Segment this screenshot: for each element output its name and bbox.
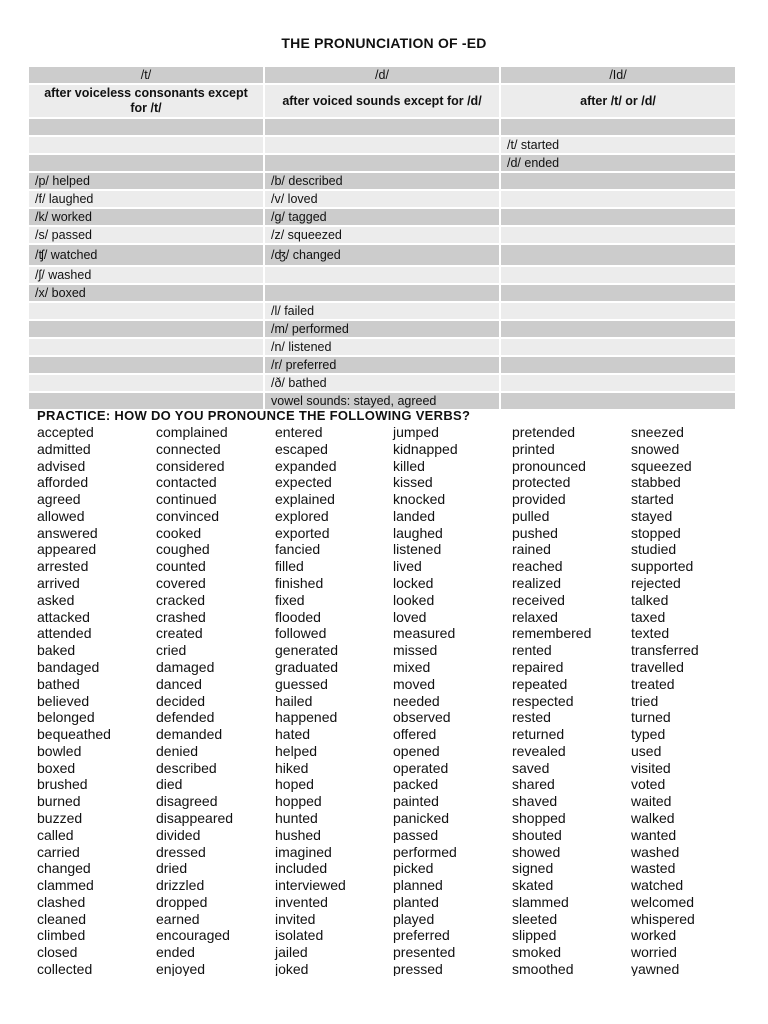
verb-item: kissed bbox=[393, 474, 433, 491]
table-cell bbox=[501, 375, 735, 391]
verb-item: passed bbox=[393, 826, 439, 843]
verb-item: finished bbox=[275, 575, 324, 592]
table-cell bbox=[501, 227, 735, 243]
verb-item: hushed bbox=[275, 826, 321, 843]
verb-item: rented bbox=[512, 642, 552, 659]
verb-item: realized bbox=[512, 575, 562, 592]
verb-item: washed bbox=[631, 843, 680, 860]
table-row bbox=[29, 357, 735, 373]
verb-item: texted bbox=[631, 625, 670, 642]
verb-item: dropped bbox=[156, 893, 208, 910]
verb-item: lived bbox=[393, 558, 422, 575]
table-cell bbox=[501, 173, 735, 189]
verb-item: bequeathed bbox=[37, 726, 111, 743]
table-cell bbox=[29, 321, 263, 337]
verb-item: continued bbox=[156, 491, 217, 508]
verb-item: landed bbox=[393, 507, 436, 524]
verb-item: hiked bbox=[275, 759, 309, 776]
verb-item: killed bbox=[393, 457, 425, 474]
verb-item: baked bbox=[37, 642, 76, 659]
verb-item: covered bbox=[156, 575, 206, 592]
verb-item: bathed bbox=[37, 675, 80, 692]
verb-item: stopped bbox=[631, 524, 681, 541]
verb-item: visited bbox=[631, 759, 671, 776]
verb-item: created bbox=[156, 625, 203, 642]
verb-item: buzzed bbox=[37, 809, 83, 826]
table-cell bbox=[501, 357, 735, 373]
verb-item: moved bbox=[393, 675, 436, 692]
table-row bbox=[29, 119, 735, 135]
verb-column bbox=[512, 424, 591, 976]
table-cell bbox=[501, 191, 735, 207]
verb-item: pushed bbox=[512, 524, 558, 541]
table-cell: /s/ passed bbox=[29, 227, 263, 243]
verb-item: reached bbox=[512, 558, 563, 575]
verb-item: painted bbox=[393, 793, 439, 810]
verb-item: loved bbox=[393, 608, 427, 625]
table-cell: /m/ performed bbox=[265, 321, 499, 337]
verb-item: cleaned bbox=[37, 910, 87, 927]
verb-item: pulled bbox=[512, 507, 550, 524]
header-d: /d/ bbox=[265, 67, 499, 83]
verb-item: explained bbox=[275, 491, 335, 508]
table-row bbox=[29, 173, 735, 189]
verb-item: pronounced bbox=[512, 457, 586, 474]
verb-item: agreed bbox=[37, 491, 81, 508]
verb-item: worked bbox=[631, 927, 677, 944]
verb-item: dried bbox=[156, 860, 188, 877]
verb-item: clammed bbox=[37, 877, 94, 894]
verb-item: wasted bbox=[631, 860, 676, 877]
verb-item: squeezed bbox=[631, 457, 692, 474]
table-cell bbox=[501, 285, 735, 301]
verb-item: returned bbox=[512, 726, 565, 743]
table-cell bbox=[501, 303, 735, 319]
verb-item: complained bbox=[156, 424, 228, 440]
verb-item: considered bbox=[156, 457, 225, 474]
verb-item: protected bbox=[512, 474, 571, 491]
verb-item: ended bbox=[156, 944, 195, 961]
verb-item: rained bbox=[512, 541, 551, 558]
table-cell: /ʃ/ washed bbox=[29, 267, 263, 283]
verb-item: believed bbox=[37, 692, 90, 709]
verb-item: presented bbox=[393, 944, 456, 961]
table-cell: /k/ worked bbox=[29, 209, 263, 225]
verb-item: coughed bbox=[156, 541, 210, 558]
verb-item: changed bbox=[37, 860, 91, 877]
verb-item: admitted bbox=[37, 440, 91, 457]
table-row bbox=[29, 321, 735, 337]
table-body bbox=[29, 119, 735, 409]
table-row bbox=[29, 191, 735, 207]
verb-item: danced bbox=[156, 675, 202, 692]
verb-item: remembered bbox=[512, 625, 592, 642]
verb-item: contacted bbox=[156, 474, 217, 491]
verb-item: rested bbox=[512, 709, 551, 726]
verb-item: opened bbox=[393, 742, 440, 759]
verb-item: saved bbox=[512, 759, 550, 776]
table-cell bbox=[501, 209, 735, 225]
verb-item: relaxed bbox=[512, 608, 558, 625]
verb-item: offered bbox=[393, 726, 437, 743]
table-cell bbox=[501, 339, 735, 355]
verb-item: imagined bbox=[275, 843, 332, 860]
table-cell bbox=[29, 119, 263, 135]
verb-item: transferred bbox=[631, 642, 699, 659]
table-cell: /v/ loved bbox=[265, 191, 499, 207]
table-cell bbox=[501, 321, 735, 337]
verb-item: flooded bbox=[275, 608, 321, 625]
verb-item: interviewed bbox=[275, 877, 346, 894]
table-row bbox=[29, 137, 735, 153]
verb-item: answered bbox=[37, 524, 98, 541]
verb-item: happened bbox=[275, 709, 338, 726]
verb-item: tried bbox=[631, 692, 659, 709]
verb-item: expected bbox=[275, 474, 332, 491]
table-cell: /l/ failed bbox=[265, 303, 499, 319]
table-cell bbox=[501, 393, 735, 409]
verb-item: whispered bbox=[631, 910, 695, 927]
verb-item: missed bbox=[393, 642, 438, 659]
pronunciation-table bbox=[29, 67, 735, 411]
description-id: after /t/ or /d/ bbox=[501, 85, 735, 117]
verb-item: convinced bbox=[156, 507, 220, 524]
verb-item: graduated bbox=[275, 658, 339, 675]
verb-item: entered bbox=[275, 424, 323, 440]
table-cell: /x/ boxed bbox=[29, 285, 263, 301]
verb-item: crashed bbox=[156, 608, 206, 625]
verb-item: sleeted bbox=[512, 910, 558, 927]
verb-item: locked bbox=[393, 575, 434, 592]
verb-item: walked bbox=[631, 809, 675, 826]
verb-item: taxed bbox=[631, 608, 666, 625]
description-d: after voiced sounds except for /d/ bbox=[265, 85, 499, 117]
verb-item: hopped bbox=[275, 793, 322, 810]
table-cell bbox=[265, 285, 499, 301]
practice-verb-list bbox=[37, 424, 757, 976]
verb-item: received bbox=[512, 591, 565, 608]
table-row bbox=[29, 227, 735, 243]
verb-item: operated bbox=[393, 759, 449, 776]
verb-item: included bbox=[275, 860, 328, 877]
verb-item: joked bbox=[275, 961, 309, 976]
verb-item: appeared bbox=[37, 541, 97, 558]
header-id: /Id/ bbox=[501, 67, 735, 83]
verb-item: bowled bbox=[37, 742, 82, 759]
verb-item: planned bbox=[393, 877, 443, 894]
verb-item: voted bbox=[631, 776, 666, 793]
verb-item: attacked bbox=[37, 608, 90, 625]
verb-item: climbed bbox=[37, 927, 86, 944]
verb-item: belonged bbox=[37, 709, 95, 726]
verb-item: packed bbox=[393, 776, 439, 793]
verb-item: brushed bbox=[37, 776, 88, 793]
verb-item: repaired bbox=[512, 658, 564, 675]
verb-item: waited bbox=[631, 793, 672, 810]
verb-item: printed bbox=[512, 440, 555, 457]
verb-item: travelled bbox=[631, 658, 684, 675]
verb-item: denied bbox=[156, 742, 199, 759]
verb-item: performed bbox=[393, 843, 457, 860]
verb-item: called bbox=[37, 826, 74, 843]
verb-item: hated bbox=[275, 726, 311, 743]
verb-item: asked bbox=[37, 591, 75, 608]
verb-item: guessed bbox=[275, 675, 328, 692]
verb-item: hailed bbox=[275, 692, 313, 709]
verb-item: explored bbox=[275, 507, 329, 524]
verb-item: signed bbox=[512, 860, 554, 877]
table-row bbox=[29, 339, 735, 355]
verb-item: smoked bbox=[512, 944, 562, 961]
verb-item: shouted bbox=[512, 826, 562, 843]
verb-item: arrived bbox=[37, 575, 80, 592]
verb-item: generated bbox=[275, 642, 339, 659]
verb-item: defended bbox=[156, 709, 215, 726]
verb-item: smoothed bbox=[512, 961, 574, 976]
table-description-row bbox=[29, 85, 735, 117]
table-cell bbox=[29, 393, 263, 409]
verb-item: cracked bbox=[156, 591, 206, 608]
verb-item: kidnapped bbox=[393, 440, 458, 457]
table-cell bbox=[29, 375, 263, 391]
verb-item: helped bbox=[275, 742, 318, 759]
verb-column bbox=[393, 424, 458, 976]
table-cell: /r/ preferred bbox=[265, 357, 499, 373]
table-row bbox=[29, 393, 735, 409]
verb-item: bandaged bbox=[37, 658, 100, 675]
table-cell: /b/ described bbox=[265, 173, 499, 189]
table-cell bbox=[501, 267, 735, 283]
table-row bbox=[29, 267, 735, 283]
verb-item: hoped bbox=[275, 776, 314, 793]
verb-item: disappeared bbox=[156, 809, 234, 826]
verb-item: drizzled bbox=[156, 877, 205, 894]
verb-item: afforded bbox=[37, 474, 89, 491]
verb-item: clashed bbox=[37, 893, 86, 910]
verb-item: damaged bbox=[156, 658, 215, 675]
description-t: after voiceless consonants except for /t/ bbox=[29, 85, 263, 117]
table-row bbox=[29, 245, 735, 265]
verb-item: jumped bbox=[393, 424, 439, 440]
verb-item: yawned bbox=[631, 961, 680, 976]
table-cell bbox=[29, 155, 263, 171]
table-cell bbox=[29, 303, 263, 319]
table-cell bbox=[29, 137, 263, 153]
verb-item: repeated bbox=[512, 675, 568, 692]
table-cell bbox=[501, 119, 735, 135]
verb-item: shared bbox=[512, 776, 555, 793]
verb-item: divided bbox=[156, 826, 201, 843]
verb-item: attended bbox=[37, 625, 92, 642]
verb-item: advised bbox=[37, 457, 86, 474]
verb-item: described bbox=[156, 759, 217, 776]
verb-column bbox=[156, 424, 233, 976]
verb-item: skated bbox=[512, 877, 554, 894]
verb-item: sneezed bbox=[631, 424, 684, 440]
verb-item: accepted bbox=[37, 424, 94, 440]
verb-item: dressed bbox=[156, 843, 206, 860]
verb-item: jailed bbox=[275, 944, 308, 961]
table-cell: /z/ squeezed bbox=[265, 227, 499, 243]
verb-item: slipped bbox=[512, 927, 557, 944]
verb-item: preferred bbox=[393, 927, 450, 944]
verb-item: respected bbox=[512, 692, 574, 709]
table-cell bbox=[29, 339, 263, 355]
table-cell: /ʧ/ watched bbox=[29, 245, 263, 265]
verb-item: watched bbox=[631, 877, 684, 894]
verb-item: studied bbox=[631, 541, 677, 558]
table-row bbox=[29, 303, 735, 319]
verb-item: shopped bbox=[512, 809, 566, 826]
verb-item: enjoyed bbox=[156, 961, 206, 976]
verb-item: boxed bbox=[37, 759, 76, 776]
table-cell bbox=[29, 357, 263, 373]
table-cell: /g/ tagged bbox=[265, 209, 499, 225]
verb-item: isolated bbox=[275, 927, 324, 944]
verb-item: laughed bbox=[393, 524, 443, 541]
page-title: THE PRONUNCIATION OF -ED bbox=[281, 35, 487, 51]
table-cell bbox=[501, 245, 735, 265]
verb-item: stayed bbox=[631, 507, 673, 524]
verb-item: snowed bbox=[631, 440, 680, 457]
verb-item: welcomed bbox=[631, 893, 695, 910]
table-row bbox=[29, 375, 735, 391]
table-row bbox=[29, 209, 735, 225]
table-cell: /ð/ bathed bbox=[265, 375, 499, 391]
verb-item: started bbox=[631, 491, 674, 508]
verb-item: mixed bbox=[393, 658, 431, 675]
verb-column bbox=[37, 424, 111, 976]
table-header-row bbox=[29, 67, 735, 83]
verb-item: stabbed bbox=[631, 474, 681, 491]
table-cell: /f/ laughed bbox=[29, 191, 263, 207]
verb-item: shaved bbox=[512, 793, 558, 810]
verb-item: counted bbox=[156, 558, 206, 575]
verb-item: slammed bbox=[512, 893, 569, 910]
verb-item: demanded bbox=[156, 726, 223, 743]
table-cell: /p/ helped bbox=[29, 173, 263, 189]
table-cell: /ʤ/ changed bbox=[265, 245, 499, 265]
verb-item: decided bbox=[156, 692, 206, 709]
verb-column bbox=[631, 424, 699, 976]
verb-item: pretended bbox=[512, 424, 576, 440]
verb-item: died bbox=[156, 776, 183, 793]
verb-item: wanted bbox=[631, 826, 677, 843]
verb-item: hunted bbox=[275, 809, 318, 826]
verb-item: typed bbox=[631, 726, 666, 743]
verb-item: connected bbox=[156, 440, 221, 457]
verb-column bbox=[275, 424, 346, 976]
verb-item: arrested bbox=[37, 558, 89, 575]
verb-item: allowed bbox=[37, 507, 85, 524]
verb-item: fancied bbox=[275, 541, 321, 558]
verb-item: fixed bbox=[275, 591, 305, 608]
table-cell: /t/ started bbox=[501, 137, 735, 153]
verb-item: panicked bbox=[393, 809, 450, 826]
verb-item: expanded bbox=[275, 457, 337, 474]
verb-item: picked bbox=[393, 860, 434, 877]
verb-item: collected bbox=[37, 961, 93, 976]
verb-item: measured bbox=[393, 625, 456, 642]
table-cell: /d/ ended bbox=[501, 155, 735, 171]
verb-item: disagreed bbox=[156, 793, 218, 810]
verb-item: showed bbox=[512, 843, 561, 860]
table-row bbox=[29, 285, 735, 301]
table-cell bbox=[265, 137, 499, 153]
verb-item: talked bbox=[631, 591, 669, 608]
verb-item: provided bbox=[512, 491, 566, 508]
verb-item: played bbox=[393, 910, 435, 927]
verb-item: burned bbox=[37, 793, 81, 810]
verb-item: looked bbox=[393, 591, 435, 608]
verb-item: treated bbox=[631, 675, 675, 692]
header-t: /t/ bbox=[29, 67, 263, 83]
verb-item: closed bbox=[37, 944, 78, 961]
verb-item: needed bbox=[393, 692, 440, 709]
verb-item: observed bbox=[393, 709, 451, 726]
verb-item: revealed bbox=[512, 742, 566, 759]
verb-item: earned bbox=[156, 910, 200, 927]
verb-item: invited bbox=[275, 910, 316, 927]
practice-title: PRACTICE: HOW DO YOU PRONOUNCE THE FOLLOWING VERBS? bbox=[37, 408, 471, 423]
verb-item: invented bbox=[275, 893, 328, 910]
verb-item: filled bbox=[275, 558, 304, 575]
verb-item: turned bbox=[631, 709, 671, 726]
table-row bbox=[29, 155, 735, 171]
table-cell bbox=[265, 267, 499, 283]
verb-item: worried bbox=[631, 944, 677, 961]
table-cell: /n/ listened bbox=[265, 339, 499, 355]
verb-item: exported bbox=[275, 524, 330, 541]
verb-item: listened bbox=[393, 541, 442, 558]
verb-item: escaped bbox=[275, 440, 328, 457]
verb-item: cried bbox=[156, 642, 187, 659]
verb-item: encouraged bbox=[156, 927, 230, 944]
verb-item: followed bbox=[275, 625, 327, 642]
table-cell bbox=[265, 155, 499, 171]
verb-item: supported bbox=[631, 558, 694, 575]
verb-item: used bbox=[631, 742, 662, 759]
verb-item: planted bbox=[393, 893, 439, 910]
table-cell: vowel sounds: stayed, agreed bbox=[265, 393, 499, 409]
verb-item: rejected bbox=[631, 575, 681, 592]
verb-item: knocked bbox=[393, 491, 446, 508]
verb-item: cooked bbox=[156, 524, 202, 541]
verb-item: carried bbox=[37, 843, 80, 860]
verb-item: pressed bbox=[393, 961, 443, 976]
table-cell bbox=[265, 119, 499, 135]
